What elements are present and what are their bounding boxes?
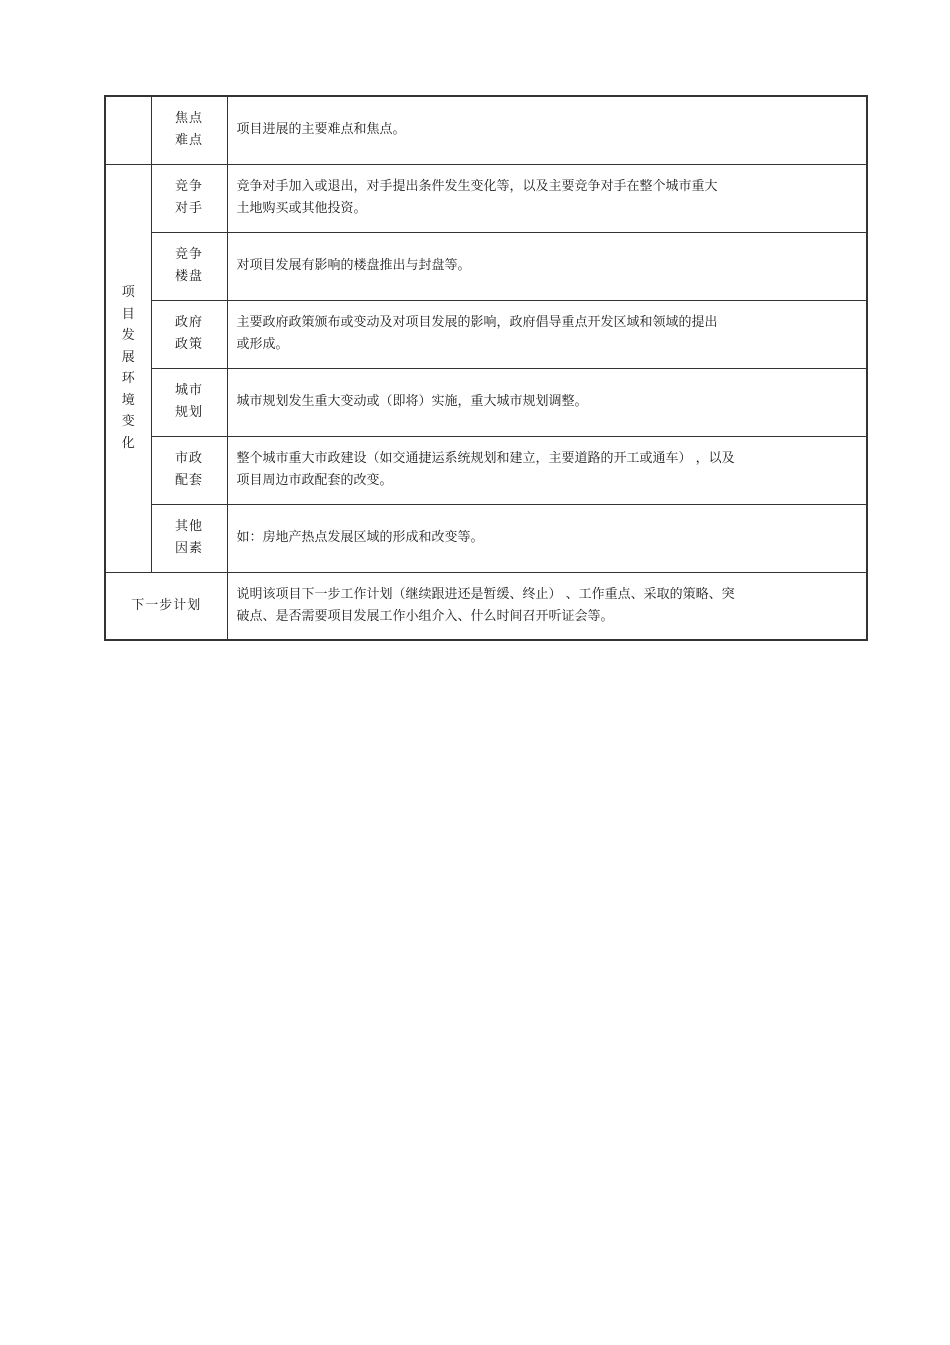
row-desc-municipal-facilities: 整个城市重大市政建设（如交通捷运系统规划和建立，主要道路的开工或通车） ，以及 项目周边市政配套的改变。 bbox=[227, 436, 867, 504]
row-desc-competing-projects: 对项目发展有影响的楼盘推出与封盘等。 bbox=[227, 232, 867, 300]
row-desc-next-plan: 说明该项目下一步工作计划（继续跟进还是暂缓、终止） 、工作重点、采取的策略、突 破点、是否需要项目发展工作小组介入、什么时间召开听证会等。 bbox=[227, 572, 867, 640]
row-label-focus: 焦点 难点 bbox=[151, 96, 227, 164]
row-desc-government-policy: 主要政府政策颁布或变动及对项目发展的影响，政府倡导重点开发区域和领域的提出 或形成。 bbox=[227, 300, 867, 368]
row-label-competing-projects: 竞争 楼盘 bbox=[151, 232, 227, 300]
row-label-municipal-facilities: 市政 配套 bbox=[151, 436, 227, 504]
row-desc-urban-planning: 城市规划发生重大变动或（即将）实施，重大城市规划调整。 bbox=[227, 368, 867, 436]
table-row bbox=[105, 368, 867, 436]
table-row bbox=[105, 572, 867, 640]
row-label-next-plan: 下一步计划 bbox=[105, 572, 227, 640]
empty-group-cell bbox=[105, 96, 151, 164]
group-label: 项目发展环境变化 bbox=[121, 285, 135, 451]
table-row bbox=[105, 232, 867, 300]
row-label-government-policy: 政府 政策 bbox=[151, 300, 227, 368]
row-label-competitors: 竞争 对手 bbox=[151, 164, 227, 232]
table-row bbox=[105, 504, 867, 572]
table-row bbox=[105, 164, 867, 232]
project-report-table bbox=[104, 95, 868, 641]
row-desc-competitors: 竞争对手加入或退出，对手提出条件发生变化等，以及主要竞争对手在整个城市重大 土地购买或其他投资。 bbox=[227, 164, 867, 232]
table-row bbox=[105, 436, 867, 504]
row-desc-focus: 项目进展的主要难点和焦点。 bbox=[227, 96, 867, 164]
row-label-other-factors: 其他 因素 bbox=[151, 504, 227, 572]
table-row bbox=[105, 96, 867, 164]
row-desc-other-factors: 如：房地产热点发展区域的形成和改变等。 bbox=[227, 504, 867, 572]
group-label-cell bbox=[105, 164, 151, 572]
table-row bbox=[105, 300, 867, 368]
row-label-urban-planning: 城市 规划 bbox=[151, 368, 227, 436]
